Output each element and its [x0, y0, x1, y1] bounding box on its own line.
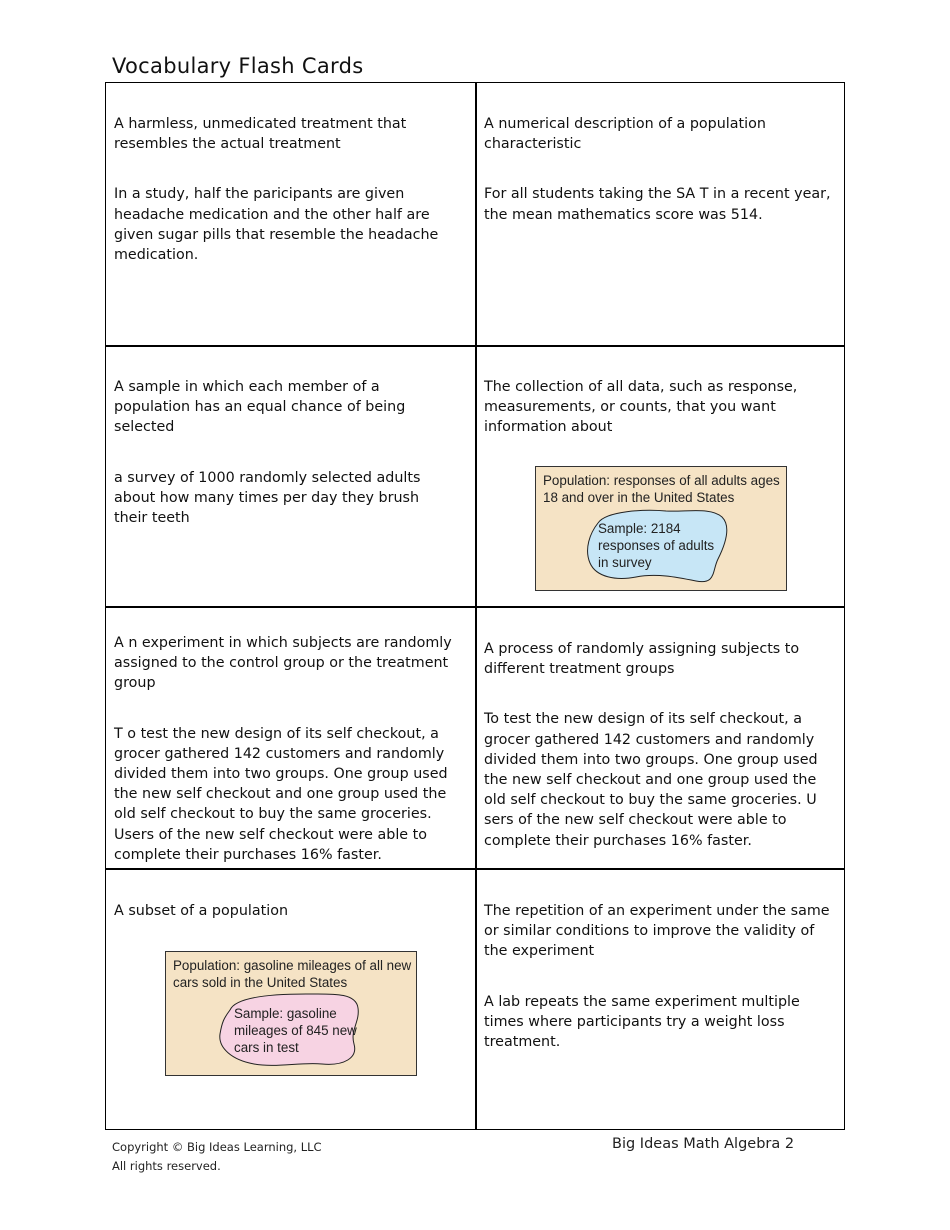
card-example: T o test the new design of its self checkout, a grocer gathered 142 customers and randomly divided them into two groups. One group used the new self checkout and one group used the old self checkout to buy the same groceries. Users of the new self checkout were able to complete their purchases 16% faster.	[114, 725, 448, 863]
card-example: In a study, half the paricipants are given headache medication and the other half are given sugar pills that resemble the headache medication.	[114, 186, 439, 264]
flash-card-population	[484, 377, 814, 438]
flash-card-grid	[105, 82, 845, 1130]
book-title: Big Ideas Math Algebra 2	[612, 1136, 795, 1152]
population-sample-diagram	[535, 466, 787, 591]
rights-text: All rights reserved.	[112, 1159, 221, 1173]
flash-card-random-sample	[114, 377, 454, 528]
flash-card-random-assignment	[484, 639, 840, 851]
flash-card-placebo	[114, 114, 468, 265]
flash-card-parameter	[484, 114, 840, 225]
card-definition: A n experiment in which subjects are randomly assigned to the control group or the treatment group	[114, 635, 452, 692]
card-definition: A harmless, unmedicated treatment that resembles the actual treatment	[114, 116, 407, 153]
row-divider	[106, 345, 844, 347]
card-example: To test the new design of its self checkout, a grocer gathered 142 customers and randomly divided them into two groups. One group used the new self checkout and one group used the old self checkout to buy the same groceries. U sers of the new self checkout were able to complete their purchases 16% faster.	[484, 711, 818, 849]
card-example: A lab repeats the same experiment multiple times where participants try a weight loss treatment.	[484, 993, 800, 1051]
card-definition: The repetition of an experiment under the same or similar conditions to improve the validity of the experiment	[484, 903, 830, 960]
flash-card-sample	[114, 901, 468, 921]
card-definition: A process of randomly assigning subjects to different treatment groups	[484, 641, 800, 678]
card-example: a survey of 1000 randomly selected adults about how many times per day they brush their teeth	[114, 469, 421, 527]
card-definition: A subset of a population	[114, 903, 289, 919]
card-definition: The collection of all data, such as response, measurements, or counts, that you want information about	[484, 379, 798, 436]
population-sample-diagram	[165, 951, 417, 1076]
copyright-notice	[112, 1138, 322, 1176]
flash-card-randomized-experiment	[114, 633, 468, 865]
copyright-text: Copyright © Big Ideas Learning, LLC	[112, 1140, 322, 1154]
sample-label: Sample: gasoline mileages of 845 new cars in test	[234, 1006, 357, 1055]
page-title: Vocabulary Flash Cards	[112, 54, 364, 78]
card-definition: A sample in which each member of a population has an equal chance of being selected	[114, 379, 406, 436]
row-divider	[106, 868, 844, 870]
row-divider	[106, 606, 844, 608]
population-label: Population: responses of all adults ages 18 and over in the United States	[543, 473, 780, 505]
card-definition: A numerical description of a population characteristic	[484, 116, 766, 153]
flash-card-replication	[484, 901, 840, 1052]
population-label: Population: gasoline mileages of all new cars sold in the United States	[173, 958, 412, 990]
sample-label: Sample: 2184 responses of adults in survey	[598, 521, 715, 570]
card-example: For all students taking the SA T in a recent year, the mean mathematics score was 514.	[484, 186, 831, 223]
